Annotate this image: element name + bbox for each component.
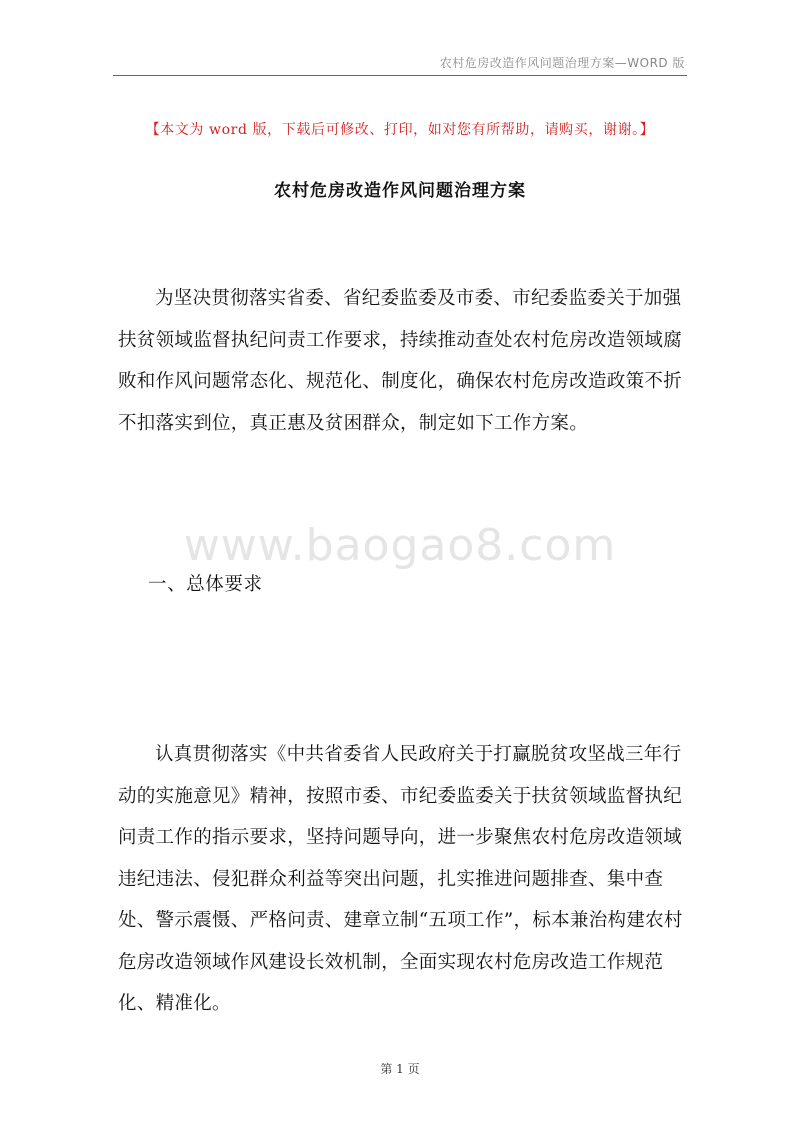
document-title: 农村危房改造作风问题治理方案 [274,181,526,201]
running-header: 农村危房改造作风问题治理方案—WORD 版 [439,56,685,70]
intro-paragraph: 为坚决贯彻落实省委、省纪委监委及市委、市纪委监委关于加强扶贫领域监督执纪问责工作要求，持续推动查处农村危房改造领域腐败和作风问题常态化、规范化、制度化，确保农村危房改造政策不折不扣落实到位，真正惠及贫困群众，制定如下工作方案。 [118,288,683,434]
download-notice: 【本文为 word 版，下载后可修改、打印，如对您有所帮助，请购买，谢谢。】 [145,122,655,138]
section-heading: 一、总体要求 [148,574,263,595]
header-divider [113,75,687,76]
body-paragraph: 认真贯彻落实《中共省委省人民政府关于打赢脱贫攻坚战三年行动的实施意见》精神，按照市委、市纪委监委关于扶贫领域监督执纪问责工作的指示要求，坚持问题导向，进一步聚焦农村危房改造领域违纪违法、侵犯群众利益等突出问题，扎实推进问题排查、集中查处、警示震慑、严格问责、建章立制“五项工作”，标本兼治构建农村危房改造领域作风建设长效机制，全面实现农村危房改造工作规范化、精准化。 [118,744,683,1014]
page-number: 第 1 页 [380,1062,420,1076]
watermark: www.baogao8.com [183,520,617,571]
